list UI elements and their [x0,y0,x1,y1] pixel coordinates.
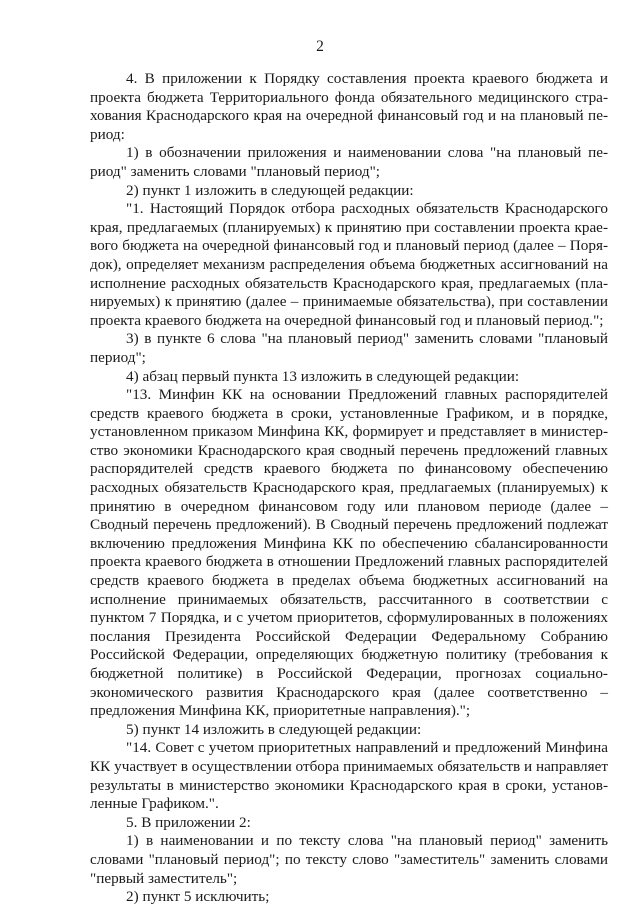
paragraph-subitem-5: 5) пункт 14 изложить в следующей редакции: [126,720,422,738]
paragraph-quote-point-14: "14. Совет с учетом приоритетных направлений и предложений Минфина КК участвует в осуществлении отбора принимаемых обязательств и направляет результаты в министерство экономики Краснодарского края в сроки, установленные Графиком.". [90,739,608,813]
paragraph-subitem-1: 1) в обозначении приложения и наименовании слова "на плановый период" заменить словами "плановый период"; [90,144,608,180]
paragraph-quote-point-13: "13. Минфин КК на основании Предложений главных распорядителей средств краевого бюджета в сроки, установленные Графиком, и в порядке, установленном приказом Минфина КК, формирует и представляет в министерство экономики Краснодарского края сводный перечень предложений главных распорядителей средств краевого бюджета по финансовому обеспечению расходных обязательств Краснодарского края, предлагаемых (планируемых) к принятию в очередном финансовом году или плановом периоде (далее – Сводный перечень предложений). В Сводный перечень предложений подлежат включению предложения Минфина КК по обеспечению сбалансированности проекта краевого бюджета в отношении Предложений главных распорядителей средств краевого бюджета в пределах объема бюджетных ассигнований на исполнение принимаемых обязательств, рассчитанного в соответствии с пунктом 7 Порядка, и с учетом приоритетов, сформулированных в положениях послания Президента Российской Федерации Федеральному Собранию Российской Федерации, определяющих бюджетную политику (требования к бюджетной политике) в Российской Федерации, прогнозах социально-экономического развития Краснодарского края (далее соответственно – предложения Минфина КК, приоритетные направления)."; [90,386,608,720]
document-body [90,70,608,907]
paragraph-subitem-1-appendix-2: 1) в наименовании и по тексту слова "на плановый период" заменить словами "плановый период"; по тексту слово "заместитель" заменить словами "первый заместитель"; [90,832,608,887]
paragraph-item-5: 5. В приложении 2: [126,813,251,831]
paragraph-subitem-2-appendix-2: 2) пункт 5 исключить; [126,888,270,906]
paragraph-subitem-3: 3) в пункте 6 слова "на плановый период" заменить словами "плановый период"; [90,330,608,366]
paragraph-subitem-4: 4) абзац первый пункта 13 изложить в следующей редакции: [126,367,520,385]
paragraph-quote-point-1: "1. Настоящий Порядок отбора расходных обязательств Краснодарского края, предлагаемых (планируемых) к принятию при составлении проекта краевого бюджета на очередной финансовый год и плановый период (далее – Порядок), определяет механизм распределения объема бюджетных ассигнований на исполнение расходных обязательств Краснодарского края, предлагаемых (планируемых) к принятию (далее – принимаемые обязательства), при составлении проекта краевого бюджета на очередной финансовый год и плановый период."; [90,200,608,329]
page-number: 2 [316,38,324,55]
paragraph-item-4: 4. В приложении к Порядку составления проекта краевого бюджета и проекта бюджета Территориального фонда обязательного медицинского страхования Краснодарского края на очередной финансовый год и на плановый период: [90,70,608,143]
paragraph-subitem-2: 2) пункт 1 изложить в следующей редакции: [126,181,414,199]
